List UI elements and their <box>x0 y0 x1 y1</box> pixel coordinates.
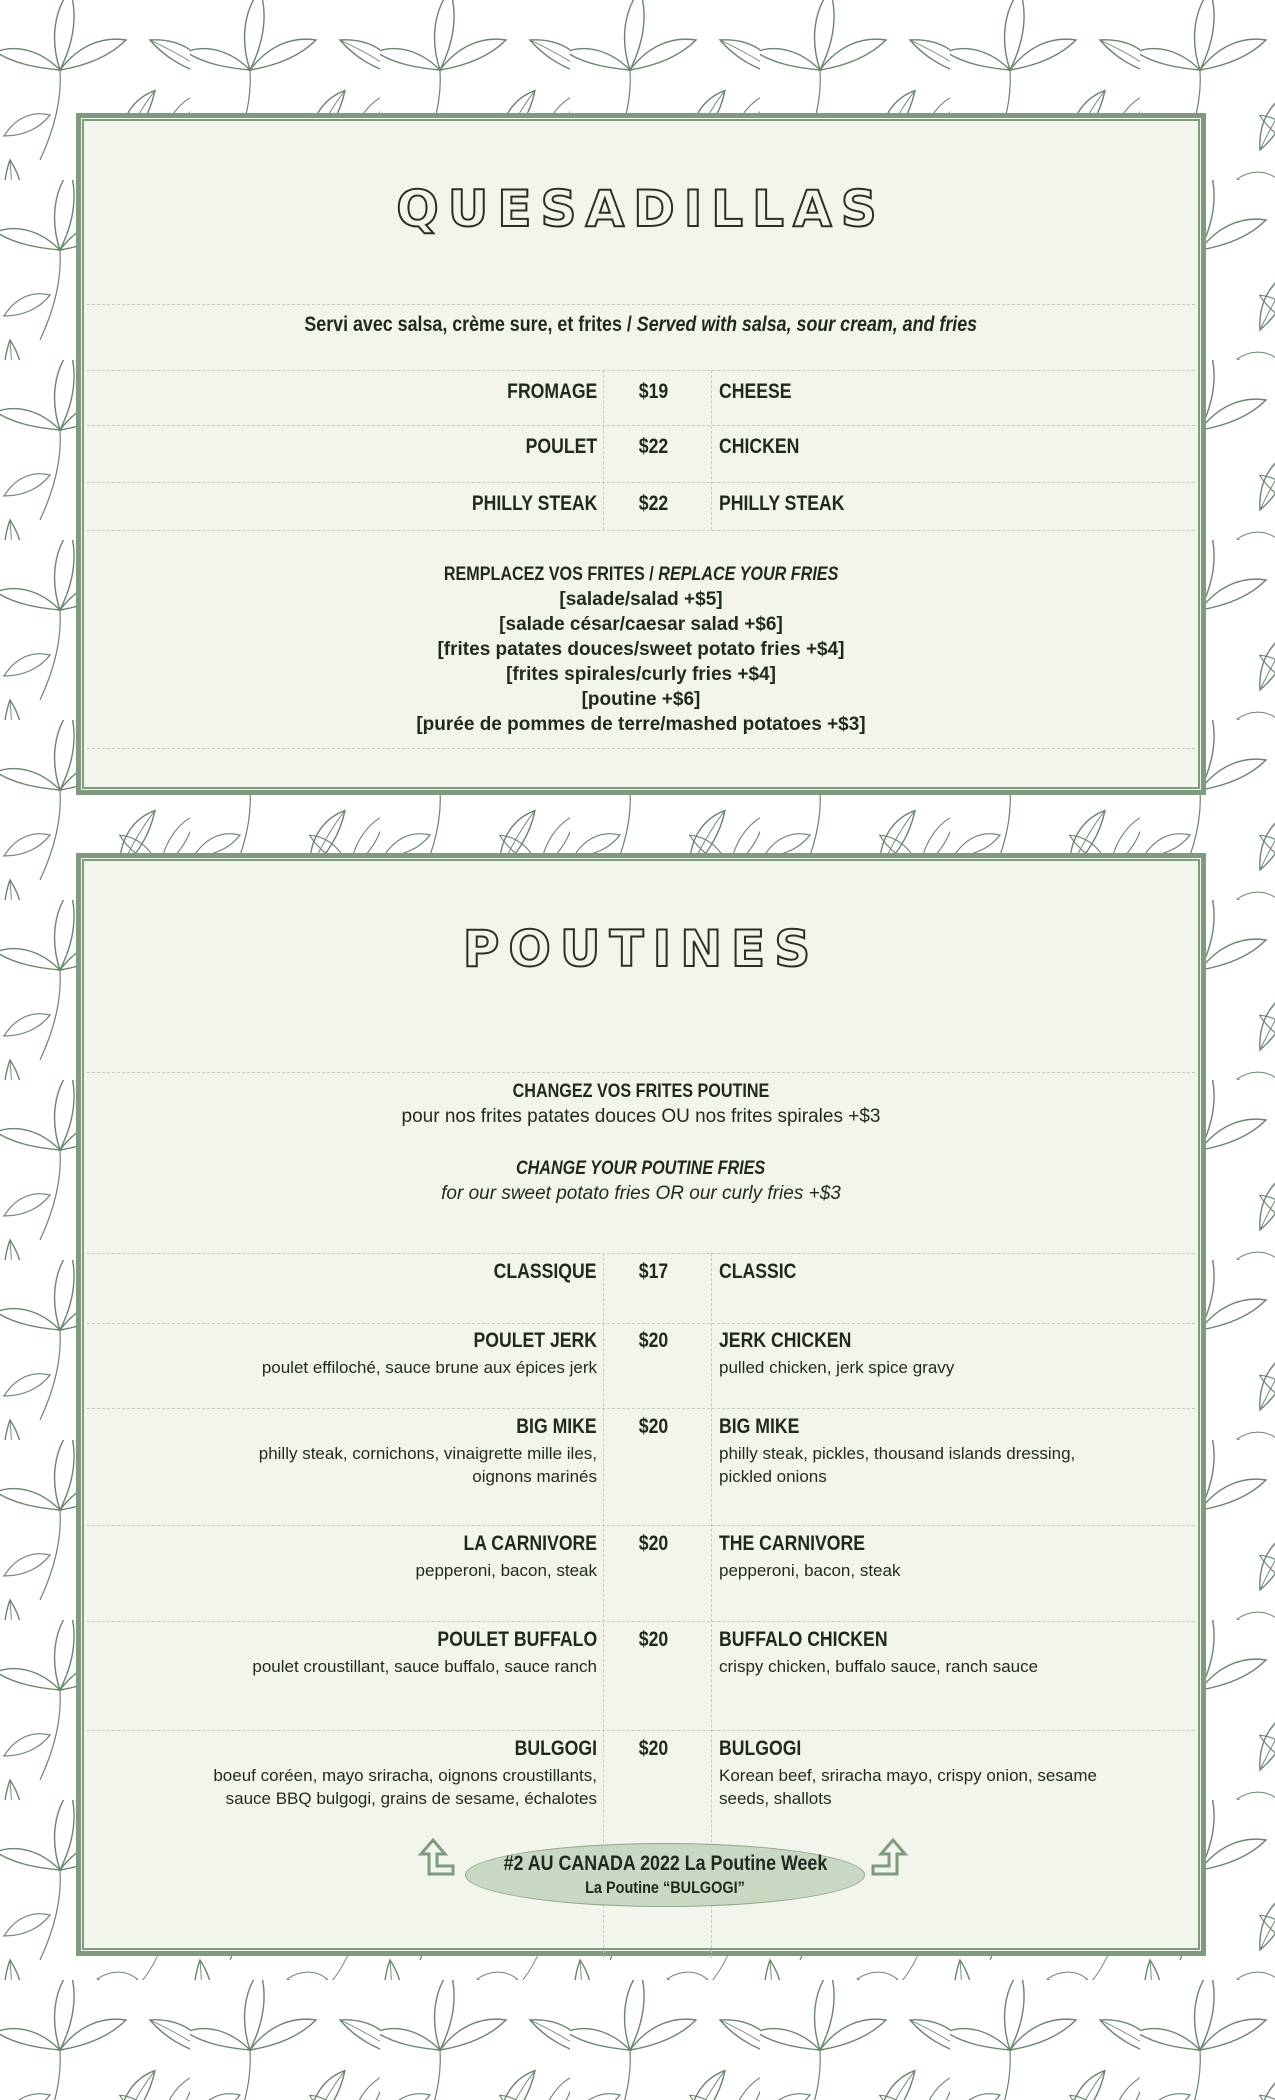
change-fries-block <box>81 1080 1201 1206</box>
divider <box>87 1621 1195 1622</box>
item-name-fr: FROMAGE <box>506 380 597 403</box>
item-price: $17 <box>639 1260 669 1283</box>
divider <box>87 1323 1195 1324</box>
fries-option: [salade/salad +$5] <box>559 589 723 610</box>
item-price: $22 <box>639 492 669 515</box>
item-desc-en: Korean beef, sriracha mayo, crispy onion, sesame seeds, shallots <box>719 1766 1097 1808</box>
fries-option: [salade césar/caesar salad +$6] <box>499 614 783 635</box>
divider <box>87 748 1195 749</box>
item-desc-en: pulled chicken, jerk spice gravy <box>719 1358 955 1377</box>
item-price: $22 <box>639 435 669 458</box>
item-desc-en: crispy chicken, buffalo sauce, ranch sauce <box>719 1657 1039 1676</box>
fries-option: [poutine +$6] <box>581 689 701 710</box>
poutines-title: POUTINES <box>462 920 820 978</box>
fries-option: [purée de pommes de terre/mashed potatoes +$3] <box>416 714 866 735</box>
item-price: $20 <box>639 1737 669 1760</box>
poutines-panel <box>76 853 1206 1956</box>
item-name-en: PHILLY STEAK <box>719 492 845 515</box>
divider <box>87 1408 1195 1409</box>
item-name-en: THE CARNIVORE <box>719 1532 866 1555</box>
item-name-fr: LA CARNIVORE <box>463 1532 597 1555</box>
replace-fries-heading: REMPLACEZ VOS FRITES / REPLACE YOUR FRIES <box>443 564 839 585</box>
change-fries-text-en: for our sweet potato fries OR our curly fries +$3 <box>441 1183 841 1204</box>
item-desc-fr: philly steak, cornichons, vinaigrette mille iles, oignons marinés <box>258 1444 597 1486</box>
item-name-fr: BULGOGI <box>514 1737 597 1760</box>
replace-fries-block <box>81 563 1201 737</box>
quesadillas-panel <box>76 113 1206 795</box>
item-name-en: BUFFALO CHICKEN <box>719 1628 888 1651</box>
divider <box>87 370 1195 371</box>
item-price: $20 <box>639 1329 669 1352</box>
divider <box>87 1730 1195 1731</box>
fries-option: [frites spirales/curly fries +$4] <box>506 664 776 685</box>
item-desc-en: pepperoni, bacon, steak <box>719 1561 901 1580</box>
divider <box>87 482 1195 483</box>
item-name-en: CLASSIC <box>719 1260 797 1283</box>
divider <box>87 1525 1195 1526</box>
subtitle-fr: Servi avec salsa, crème sure, et frites / <box>304 313 633 336</box>
item-name-en: BIG MIKE <box>719 1415 800 1438</box>
item-price: $20 <box>639 1532 669 1555</box>
quesadillas-title: QUESADILLAS <box>396 180 886 238</box>
change-fries-text-fr: pour nos frites patates douces OU nos frites spirales +$3 <box>401 1106 881 1127</box>
item-price: $19 <box>639 380 669 403</box>
item-price: $20 <box>639 1628 669 1651</box>
item-name-fr: POULET BUFFALO <box>437 1628 597 1651</box>
item-name-fr: CLASSIQUE <box>494 1260 597 1283</box>
quesadillas-subtitle <box>81 313 1201 337</box>
divider <box>87 1072 1195 1073</box>
item-name-en: CHEESE <box>719 380 792 403</box>
item-name-fr: POULET JERK <box>473 1329 597 1352</box>
item-price: $20 <box>639 1415 669 1438</box>
award-badge <box>465 1843 865 1907</box>
item-name-fr: BIG MIKE <box>516 1415 597 1438</box>
item-name-en: CHICKEN <box>719 435 800 458</box>
item-desc-fr: poulet croustillant, sauce buffalo, sauce ranch <box>252 1657 597 1676</box>
item-name-en: BULGOGI <box>719 1737 802 1760</box>
item-name-fr: POULET <box>525 435 597 458</box>
divider <box>87 1253 1195 1254</box>
divider <box>87 304 1195 305</box>
item-name-fr: PHILLY STEAK <box>471 492 597 515</box>
arrow-up-left-icon <box>413 1836 459 1878</box>
item-desc-fr: pepperoni, bacon, steak <box>415 1561 597 1580</box>
award-line-2: La Poutine “BULGOGI” <box>585 1878 745 1897</box>
divider <box>87 530 1195 531</box>
column-divider <box>711 370 712 530</box>
divider <box>87 425 1195 426</box>
subtitle-en: Served with salsa, sour cream, and fries <box>637 313 978 336</box>
change-fries-heading-fr: CHANGEZ VOS FRITES POUTINE <box>512 1081 770 1102</box>
award-line-1: #2 AU CANADA 2022 La Poutine Week <box>503 1852 827 1875</box>
item-desc-fr: poulet effiloché, sauce brune aux épices jerk <box>261 1358 597 1377</box>
item-desc-fr: boeuf coréen, mayo sriracha, oignons croustillants, sauce BBQ bulgogi, grains de sesame, échalotes <box>213 1766 597 1808</box>
fries-option: [frites patates douces/sweet potato fries +$4] <box>437 639 845 660</box>
item-desc-en: philly steak, pickles, thousand islands dressing, pickled onions <box>719 1444 1076 1486</box>
arrow-up-right-icon <box>867 1836 913 1878</box>
item-name-en: JERK CHICKEN <box>719 1329 852 1352</box>
change-fries-heading-en: CHANGE YOUR POUTINE FRIES <box>516 1158 766 1179</box>
